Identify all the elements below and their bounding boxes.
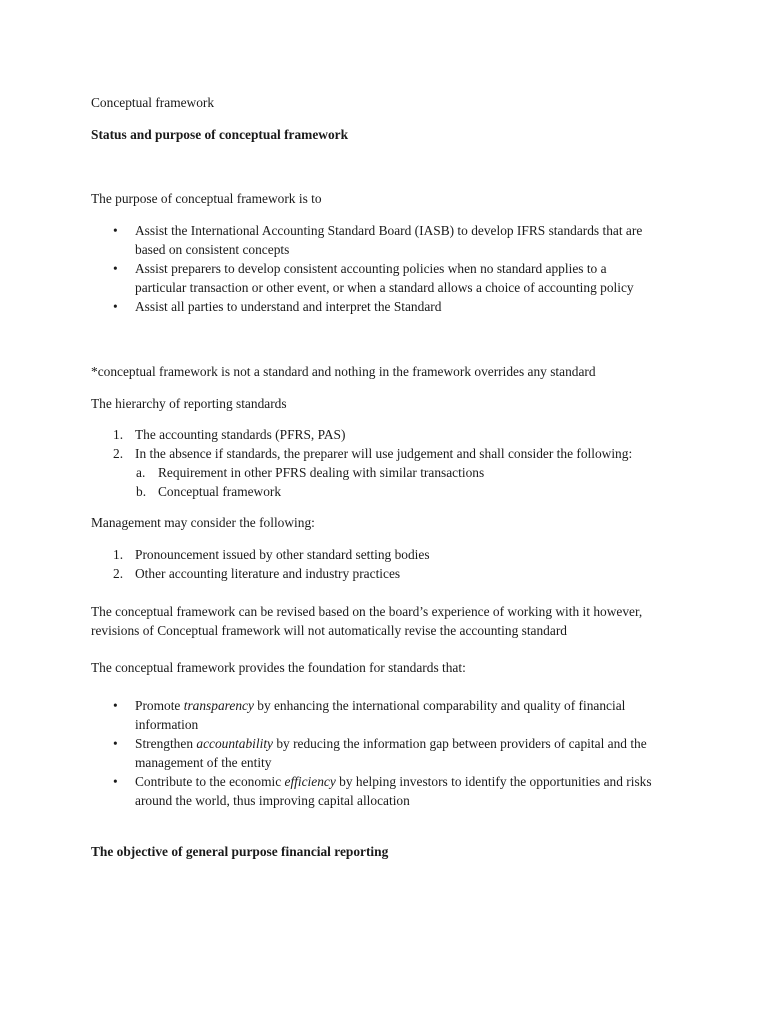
foundation-list xyxy=(91,696,688,810)
hierarchy-intro: The hierarchy of reporting standards xyxy=(91,396,287,411)
list-item: 1. The accounting standards (PFRS, PAS) xyxy=(113,427,346,442)
revision-paragraph: The conceptual framework can be revised based on the board’s experience of working with it however, revisions of Conceptual framework will not automatically revise the accounting standard xyxy=(91,604,643,638)
management-intro: Management may consider the following: xyxy=(91,515,315,530)
list-item: • Promote transparency by enhancing the international comparability and quality of financial information xyxy=(91,696,688,734)
list-item: a. Requirement in other PFRS dealing with similar transactions xyxy=(136,465,485,480)
section-heading-objective: The objective of general purpose financial reporting xyxy=(91,844,389,859)
list-item: • Assist preparers to develop consistent accounting policies when no standard applies to a particular transaction or other event, or when a standard allows a choice of accounting policy xyxy=(91,259,688,297)
foundation-intro: The conceptual framework provides the foundation for standards that: xyxy=(91,660,466,675)
list-item: 2. In the absence if standards, the preparer will use judgement and shall consider the following: xyxy=(113,446,633,461)
doc-title: Conceptual framework xyxy=(91,95,215,110)
section-heading-status: Status and purpose of conceptual framework xyxy=(91,127,349,142)
list-item: b. Conceptual framework xyxy=(136,484,282,499)
purpose-list xyxy=(91,221,688,316)
framework-note: *conceptual framework is not a standard and nothing in the framework overrides any standard xyxy=(91,364,596,379)
list-item: • Assist the International Accounting Standard Board (IASB) to develop IFRS standards that are based on consistent concepts xyxy=(91,221,688,259)
hierarchy-list xyxy=(91,425,688,501)
list-item: • Contribute to the economic efficiency by helping investors to identify the opportunities and risks around the world, thus improving capital allocation xyxy=(91,772,688,810)
list-item: • Strengthen accountability by reducing the information gap between providers of capital and the management of the entity xyxy=(91,734,688,772)
list-item: 1. Pronouncement issued by other standard setting bodies xyxy=(113,547,430,562)
management-list xyxy=(91,545,688,583)
list-item: • Assist all parties to understand and interpret the Standard xyxy=(91,297,688,316)
list-item: 2. Other accounting literature and industry practices xyxy=(113,566,401,581)
purpose-intro: The purpose of conceptual framework is to xyxy=(91,191,322,206)
